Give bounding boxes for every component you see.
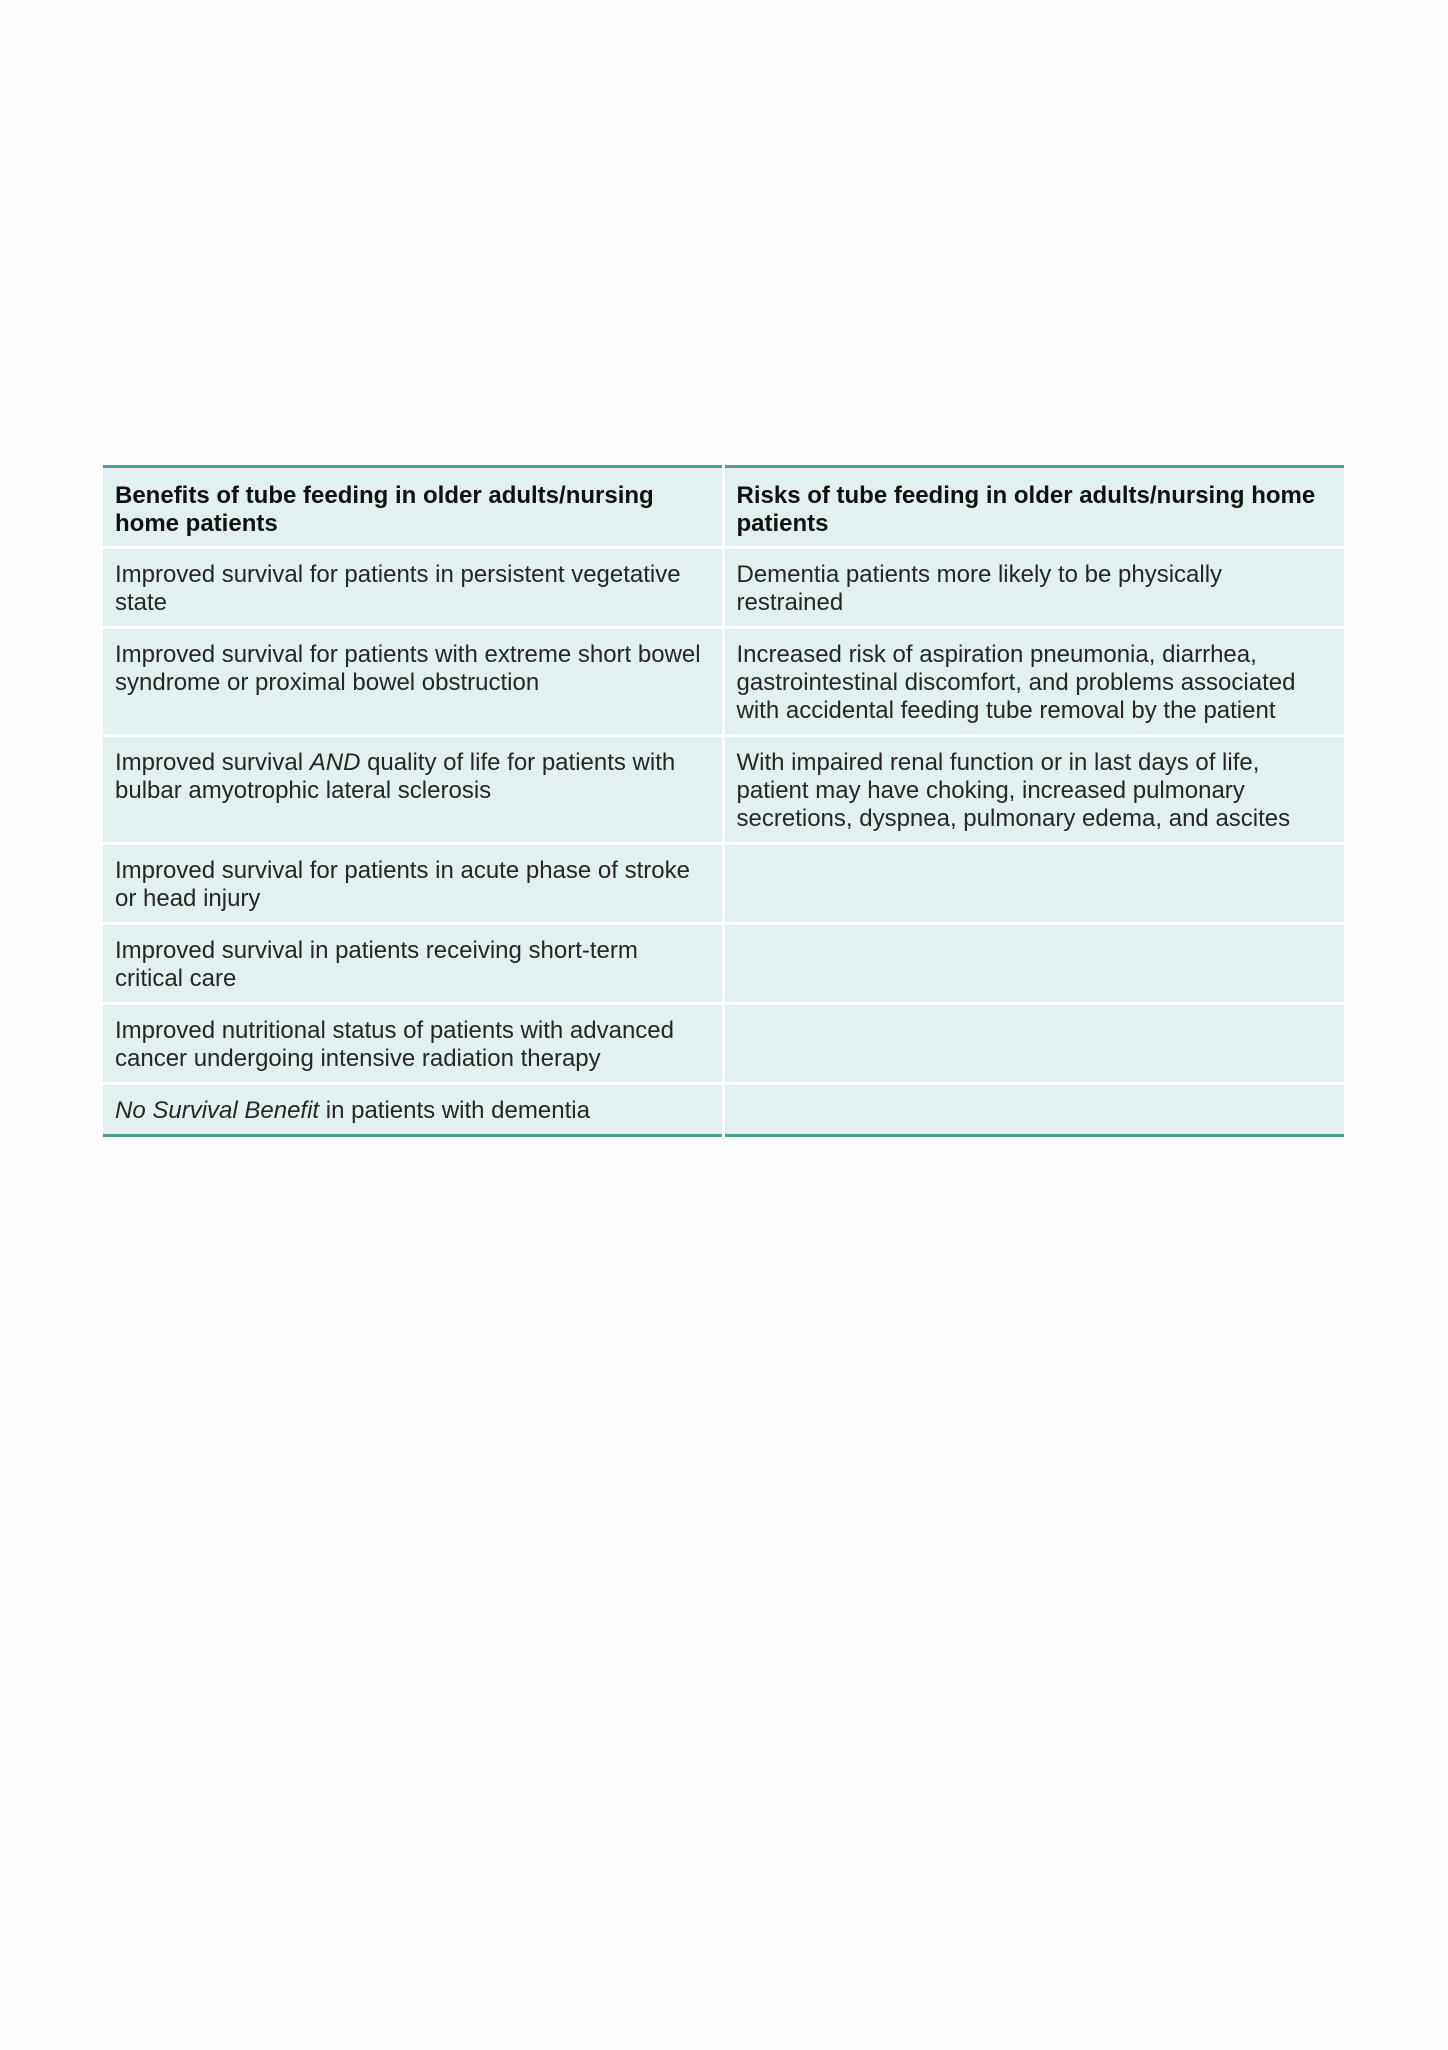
risks-column-header: Risks of tube feeding in older adults/nursing home patients	[723, 467, 1344, 548]
benefit-cell: No Survival Benefit in patients with dementia	[103, 1084, 723, 1136]
table-row	[103, 628, 1344, 736]
benefit-cell: Improved survival for patients in persistent vegetative state	[103, 548, 723, 628]
risk-cell	[723, 844, 1344, 924]
table-row	[103, 844, 1344, 924]
table-header-row	[103, 467, 1344, 548]
risk-cell: Dementia patients more likely to be physically restrained	[723, 548, 1344, 628]
benefit-cell: Improved survival for patients with extreme short bowel syndrome or proximal bowel obstruction	[103, 628, 723, 736]
tube-feeding-table-container	[103, 465, 1344, 1137]
table-row	[103, 1084, 1344, 1136]
risk-cell: With impaired renal function or in last days of life, patient may have choking, increased pulmonary secretions, dyspnea, pulmonary edema, and ascites	[723, 736, 1344, 844]
benefit-cell: Improved survival in patients receiving short-term critical care	[103, 924, 723, 1004]
table-row	[103, 1004, 1344, 1084]
risk-cell	[723, 1004, 1344, 1084]
table-row	[103, 548, 1344, 628]
table-row	[103, 924, 1344, 1004]
risk-cell	[723, 924, 1344, 1004]
table-row	[103, 736, 1344, 844]
benefit-cell: Improved survival AND quality of life for patients with bulbar amyotrophic lateral sclerosis	[103, 736, 723, 844]
risk-cell	[723, 1084, 1344, 1136]
benefit-cell: Improved nutritional status of patients with advanced cancer undergoing intensive radiation therapy	[103, 1004, 723, 1084]
benefit-cell: Improved survival for patients in acute phase of stroke or head injury	[103, 844, 723, 924]
benefits-column-header: Benefits of tube feeding in older adults/nursing home patients	[103, 467, 723, 548]
risk-cell: Increased risk of aspiration pneumonia, diarrhea, gastrointestinal discomfort, and problems associated with accidental feeding tube removal by the patient	[723, 628, 1344, 736]
tube-feeding-table	[103, 465, 1344, 1137]
